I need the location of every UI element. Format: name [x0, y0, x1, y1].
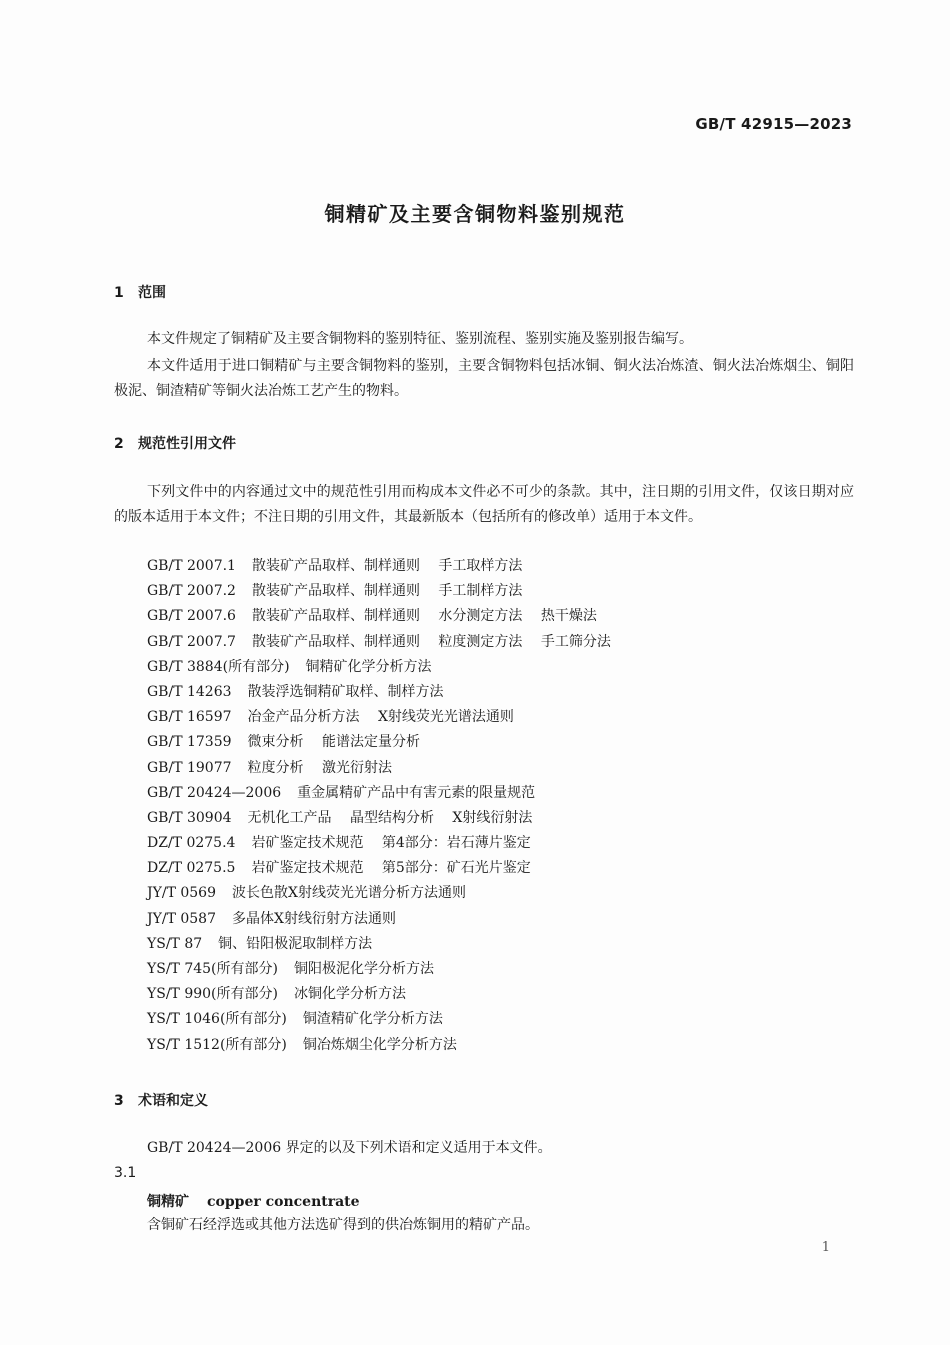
- reference-code: GB/T 2007.2: [147, 583, 236, 600]
- reference-item: [147, 556, 847, 581]
- term-heading: [147, 1191, 360, 1211]
- reference-item: [147, 682, 847, 707]
- reference-title: 多晶体X射线衍射方法通则: [232, 910, 396, 927]
- reference-item: [147, 632, 847, 657]
- section-number: 1: [114, 285, 124, 301]
- section-2-heading: [114, 433, 236, 453]
- term-english: copper concentrate: [207, 1194, 360, 1210]
- reference-code: GB/T 30904: [147, 809, 232, 826]
- reference-item: [147, 1009, 847, 1034]
- reference-item: [147, 858, 847, 883]
- section-number: 2: [114, 436, 124, 452]
- reference-code: GB/T 16597: [147, 709, 232, 726]
- section-1-paragraph-2: 本文件适用于进口铜精矿与主要含铜物料的鉴别，主要含铜物料包括冰铜、铜火法冶炼渣、铜火法冶炼烟尘、铜阳极泥、铜渣精矿等铜火法冶炼工艺产生的物料。: [114, 358, 854, 399]
- reference-title: 铜阳极泥化学分析方法: [293, 961, 434, 977]
- reference-item: [147, 1035, 847, 1060]
- reference-item: [147, 833, 847, 858]
- reference-code: YS/T 745(所有部分): [147, 961, 278, 977]
- reference-item: [147, 808, 847, 833]
- reference-code: DZ/T 0275.5: [147, 860, 236, 877]
- reference-title: 散装矿产品取样、制样通则 水分测定方法 热干燥法: [251, 608, 597, 625]
- reference-item: [147, 606, 847, 631]
- reference-title: 重金属精矿产品中有害元素的限量规范: [297, 784, 536, 801]
- section-3-heading: [114, 1090, 208, 1110]
- reference-title: 冶金产品分析方法 X射线荧光光谱法通则: [247, 709, 514, 726]
- reference-code: GB/T 19077: [147, 759, 232, 776]
- reference-code: GB/T 17359: [147, 734, 232, 751]
- reference-item: [147, 707, 847, 732]
- reference-code: YS/T 1512(所有部分): [147, 1036, 287, 1053]
- document-title: 铜精矿及主要含铜物料鉴别规范: [324, 202, 626, 226]
- section-title: 规范性引用文件: [138, 436, 236, 452]
- reference-title: 微束分析 能谱法定量分析: [247, 734, 420, 751]
- section-title: 术语和定义: [138, 1093, 208, 1109]
- reference-title: 铜冶炼烟尘化学分析方法: [302, 1036, 457, 1053]
- reference-code: DZ/T 0275.4: [147, 835, 236, 852]
- section-number: 3: [114, 1093, 124, 1109]
- section-3-intro: GB/T 20424—2006 界定的以及下列术语和定义适用于本文件。: [147, 1140, 552, 1156]
- standard-code: GB/T 42915—2023: [695, 115, 852, 133]
- reference-code: GB/T 2007.1: [147, 558, 236, 574]
- reference-code: GB/T 3884(所有部分): [147, 658, 290, 675]
- reference-title: 岩矿鉴定技术规范 第5部分：矿石光片鉴定: [251, 860, 531, 877]
- reference-title: 散装矿产品取样、制样通则 手工制样方法: [251, 583, 523, 600]
- reference-item: [147, 758, 847, 783]
- reference-title: 散装浮选铜精矿取样、制样方法: [247, 683, 444, 700]
- reference-code: JY/T 0587: [147, 910, 216, 927]
- reference-item: [147, 581, 847, 606]
- term-definition: 含铜矿石经浮选或其他方法选矿得到的供冶炼铜用的精矿产品。: [147, 1217, 539, 1233]
- reference-item: [147, 934, 847, 959]
- reference-item: [147, 959, 847, 984]
- reference-code: JY/T 0569: [147, 885, 216, 902]
- reference-code: GB/T 14263: [147, 683, 232, 700]
- reference-item: [147, 883, 847, 908]
- section-title: 范围: [138, 285, 166, 301]
- reference-code: YS/T 1046(所有部分): [147, 1011, 287, 1028]
- reference-title: 散装矿产品取样、制样通则 粒度测定方法 手工筛分法: [251, 633, 611, 650]
- reference-code: GB/T 2007.7: [147, 633, 236, 650]
- section-2-intro: 下列文件中的内容通过文中的规范性引用而构成本文件必不可少的条款。其中，注日期的引用文件，仅该日期对应的版本适用于本文件；不注日期的引用文件，其最新版本（包括所有的修改单）适用于本文件。: [114, 484, 854, 525]
- reference-item: [147, 984, 847, 1009]
- reference-title: 铜精矿化学分析方法: [305, 658, 432, 675]
- term-chinese: 铜精矿: [147, 1194, 189, 1210]
- section-1-heading: [114, 282, 166, 302]
- reference-code: YS/T 87: [147, 935, 203, 952]
- reference-title: 波长色散X射线荧光光谱分析方法通则: [232, 885, 466, 902]
- reference-title: 冰铜化学分析方法: [293, 986, 406, 1003]
- reference-title: 铜渣精矿化学分析方法: [302, 1011, 443, 1028]
- reference-title: 铜、铅阳极泥取制样方法: [218, 935, 373, 952]
- reference-title: 无机化工产品 晶型结构分析 X射线衍射法: [247, 809, 533, 826]
- term-number: 3.1: [114, 1165, 137, 1181]
- reference-title: 粒度分析 激光衍射法: [247, 759, 392, 776]
- normative-reference-list: [147, 556, 847, 1060]
- page-number: 1: [821, 1240, 830, 1255]
- reference-item: [147, 657, 847, 682]
- reference-title: 岩矿鉴定技术规范 第4部分：岩石薄片鉴定: [251, 835, 531, 852]
- reference-item: [147, 909, 847, 934]
- reference-item: [147, 732, 847, 757]
- reference-item: [147, 783, 847, 808]
- reference-title: 散装矿产品取样、制样通则 手工取样方法: [251, 558, 523, 574]
- section-1-paragraph-1: 本文件规定了铜精矿及主要含铜物料的鉴别特征、鉴别流程、鉴别实施及鉴别报告编写。: [147, 331, 693, 347]
- reference-code: GB/T 2007.6: [147, 608, 236, 625]
- reference-code: GB/T 20424—2006: [147, 784, 282, 801]
- reference-code: YS/T 990(所有部分): [147, 986, 278, 1003]
